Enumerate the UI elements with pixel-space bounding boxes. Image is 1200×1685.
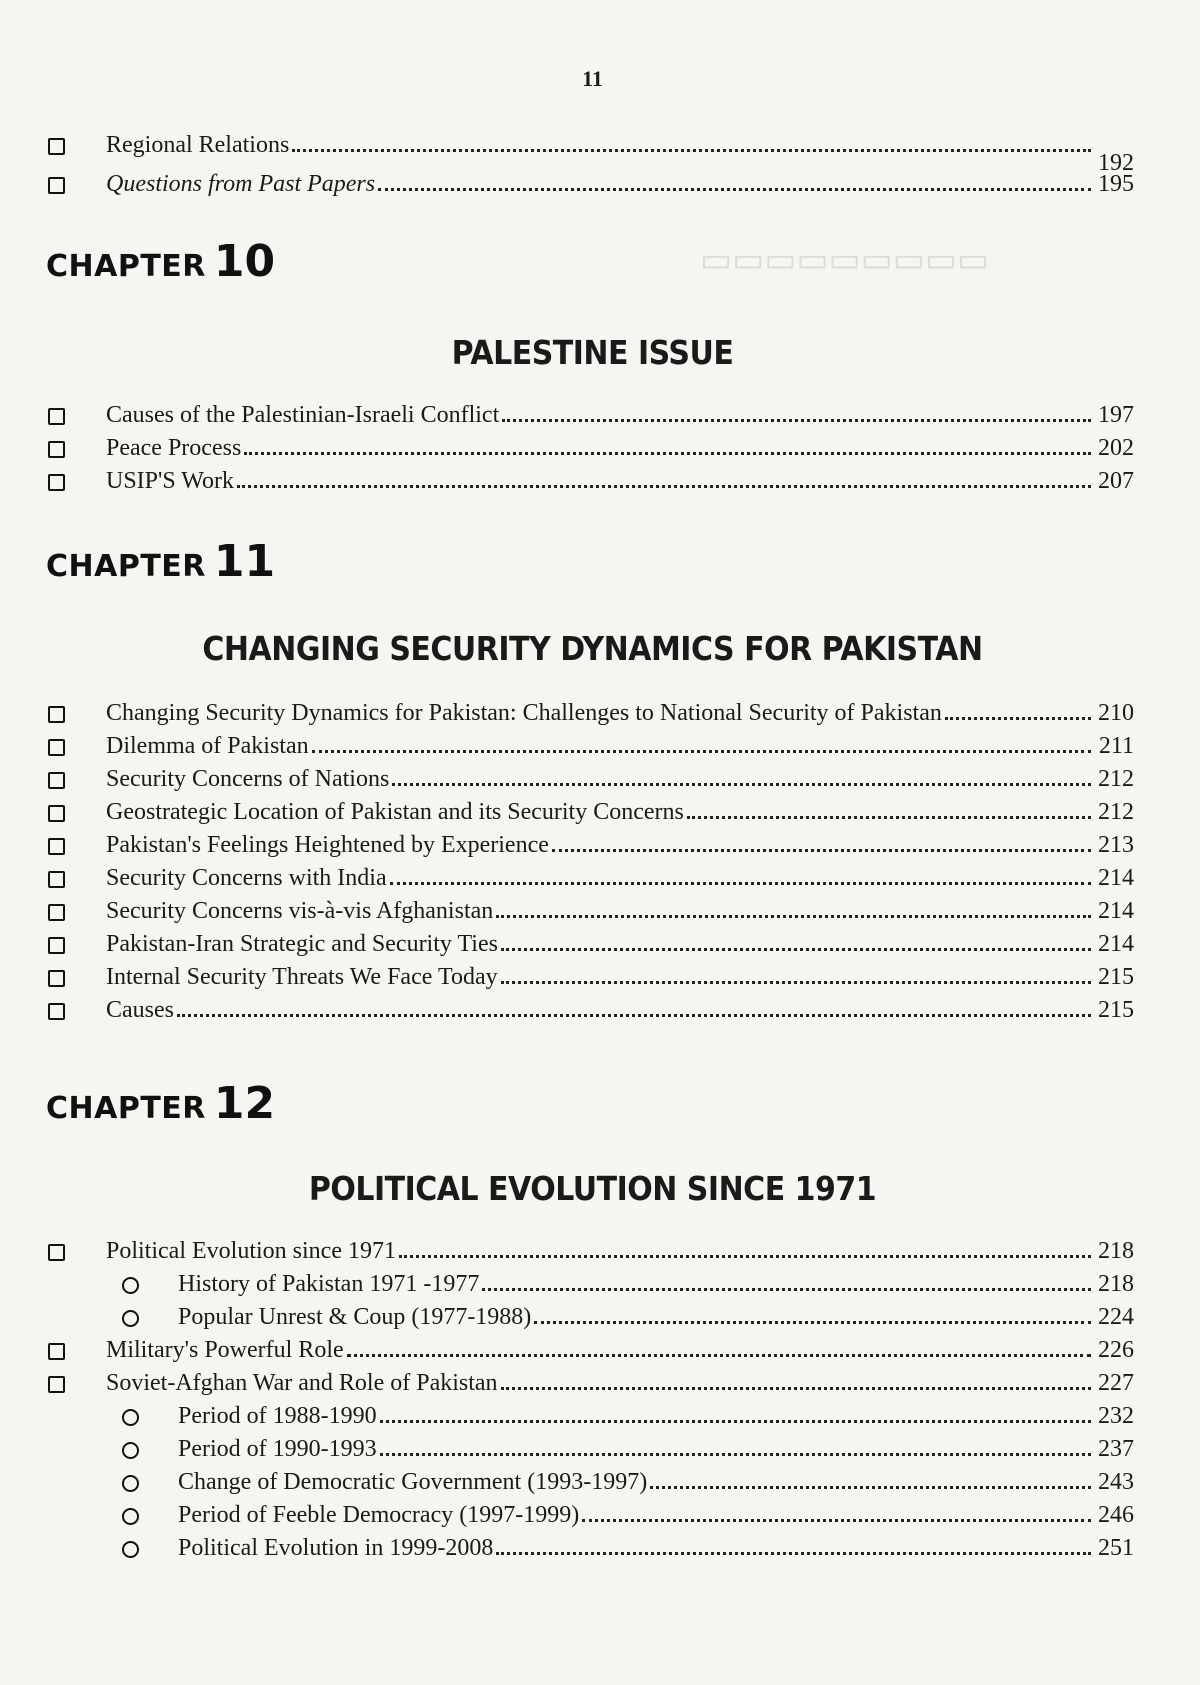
checkbox-icon — [48, 871, 65, 888]
checkbox-icon — [48, 706, 65, 723]
toc-entry[interactable] — [44, 396, 1134, 429]
dot-leader — [244, 452, 1091, 455]
entry-label: Changing Security Dynamics for Pakistan: Challenges to National Security of Pakistan — [106, 700, 942, 726]
toc-entry[interactable] — [44, 1232, 1134, 1265]
page-number: 11 — [582, 66, 603, 91]
entry-page: 212 — [1098, 766, 1134, 792]
checkbox-icon — [48, 739, 65, 756]
checkbox-icon — [48, 805, 65, 822]
chapter-entries — [44, 694, 1134, 1024]
entry-page: 218 — [1098, 1271, 1134, 1297]
dot-leader — [501, 981, 1091, 984]
chapter-title: PALESTINE ISSUE — [451, 334, 734, 373]
entry-page: 251 — [1098, 1535, 1134, 1561]
entry-page: 212 — [1098, 799, 1134, 825]
checkbox-icon — [48, 1376, 65, 1393]
checkbox-icon — [48, 138, 65, 155]
entry-label: Pakistan-Iran Strategic and Security Ties — [106, 931, 498, 957]
chapter-heading — [46, 1078, 275, 1129]
entry-label: Internal Security Threats We Face Today — [106, 964, 498, 990]
toc-entry[interactable] — [44, 1463, 1134, 1496]
dot-leader — [347, 1354, 1091, 1357]
checkbox-icon — [48, 441, 65, 458]
entry-label: Change of Democratic Government (1993-1997) — [178, 1469, 648, 1495]
toc-entry[interactable] — [44, 826, 1134, 859]
entry-page: 227 — [1098, 1370, 1134, 1396]
entry-page: 210 — [1098, 700, 1134, 726]
dot-leader — [496, 915, 1091, 918]
toc-entry[interactable] — [44, 760, 1134, 793]
entry-label: Dilemma of Pakistan — [106, 733, 309, 759]
toc-entry[interactable] — [44, 793, 1134, 826]
toc-entry[interactable] — [44, 694, 1134, 727]
chapter-number: 11 — [213, 536, 276, 587]
chapter-word: CHAPTER — [46, 549, 206, 584]
entry-page: 207 — [1098, 468, 1134, 494]
dot-leader — [380, 1453, 1091, 1456]
dot-leader — [501, 1387, 1091, 1390]
intro-entries — [44, 126, 1134, 198]
entry-page: 202 — [1098, 435, 1134, 461]
circle-bullet-icon — [122, 1475, 139, 1492]
toc-entry[interactable] — [44, 462, 1134, 495]
toc-entry[interactable] — [44, 1298, 1134, 1331]
dot-leader — [501, 948, 1091, 951]
entry-label: USIP'S Work — [106, 468, 234, 494]
dot-leader — [482, 1288, 1091, 1291]
dot-leader — [582, 1519, 1091, 1522]
entry-label: History of Pakistan 1971 -1977 — [178, 1271, 480, 1297]
checkbox-icon — [48, 408, 65, 425]
toc-entry[interactable] — [44, 165, 1134, 198]
toc-entry[interactable] — [44, 1496, 1134, 1529]
toc-entry[interactable] — [44, 958, 1134, 991]
entry-label: Peace Process — [106, 435, 242, 461]
checkbox-icon — [48, 772, 65, 789]
circle-bullet-icon — [122, 1508, 139, 1525]
chapter-title: POLITICAL EVOLUTION SINCE 1971 — [308, 1170, 877, 1209]
entry-page: 214 — [1098, 898, 1134, 924]
toc-entry[interactable] — [44, 1397, 1134, 1430]
entry-page: 197 — [1098, 402, 1134, 428]
dot-leader — [502, 419, 1091, 422]
toc-entry[interactable] — [44, 892, 1134, 925]
entry-label: Causes of the Palestinian-Israeli Conflict — [106, 402, 500, 428]
dot-leader — [177, 1014, 1091, 1017]
checkbox-icon — [48, 937, 65, 954]
chapter-number: 12 — [213, 1078, 276, 1129]
toc-entry[interactable] — [44, 727, 1134, 760]
entry-label: Popular Unrest & Coup (1977-1988) — [178, 1304, 532, 1330]
dot-leader — [378, 188, 1091, 191]
entry-label: Questions from Past Papers — [106, 171, 376, 197]
chapter-word: CHAPTER — [46, 249, 206, 284]
chapter-word: CHAPTER — [46, 1091, 206, 1126]
toc-entry[interactable] — [44, 1265, 1134, 1298]
entry-label: Period of Feeble Democracy (1997-1999) — [178, 1502, 580, 1528]
chapter-entries — [44, 396, 1134, 495]
dot-leader — [534, 1321, 1091, 1324]
checkbox-icon — [48, 970, 65, 987]
entry-page: 237 — [1098, 1436, 1134, 1462]
entry-page: 214 — [1098, 931, 1134, 957]
dot-leader — [496, 1552, 1091, 1555]
dot-leader — [380, 1420, 1091, 1423]
toc-entry[interactable] — [44, 1331, 1134, 1364]
entry-label: Regional Relations — [106, 132, 290, 158]
chapter-number: 10 — [213, 236, 276, 287]
chapter-heading — [46, 236, 275, 287]
circle-bullet-icon — [122, 1277, 139, 1294]
dot-leader — [650, 1486, 1091, 1489]
entry-label: Political Evolution since 1971 — [106, 1238, 396, 1264]
toc-entry[interactable] — [44, 925, 1134, 958]
entry-page: 243 — [1098, 1469, 1134, 1495]
entry-label: Pakistan's Feelings Heightened by Experience — [106, 832, 549, 858]
entry-label: Military's Powerful Role — [106, 1337, 344, 1363]
checkbox-icon — [48, 904, 65, 921]
entry-label: Period of 1988-1990 — [178, 1403, 377, 1429]
toc-entry[interactable] — [44, 126, 1134, 176]
dot-leader — [687, 816, 1091, 819]
circle-bullet-icon — [122, 1310, 139, 1327]
entry-page: 218 — [1098, 1238, 1134, 1264]
dot-leader — [292, 149, 1091, 152]
bleed-through-decoration: ▭▭▭▭▭▭▭▭▭ — [700, 241, 990, 279]
entry-label: Geostrategic Location of Pakistan and its Security Concerns — [106, 799, 684, 825]
entry-page: 195 — [1098, 171, 1134, 197]
entry-label: Soviet-Afghan War and Role of Pakistan — [106, 1370, 498, 1396]
dot-leader — [945, 717, 1091, 720]
entry-page: 246 — [1098, 1502, 1134, 1528]
toc-entry[interactable] — [44, 859, 1134, 892]
entry-label: Security Concerns of Nations — [106, 766, 390, 792]
chapter-entries — [44, 1232, 1134, 1562]
dot-leader — [312, 750, 1091, 753]
entry-page: 226 — [1098, 1337, 1134, 1363]
checkbox-icon — [48, 1343, 65, 1360]
chapter-title: CHANGING SECURITY DYNAMICS FOR PAKISTAN — [202, 630, 983, 669]
entry-page: 215 — [1098, 964, 1134, 990]
entry-page: 192 — [1098, 150, 1134, 176]
entry-label: Period of 1990-1993 — [178, 1436, 377, 1462]
toc-entry[interactable] — [44, 429, 1134, 462]
entry-page: 232 — [1098, 1403, 1134, 1429]
chapter-heading — [46, 536, 275, 587]
checkbox-icon — [48, 474, 65, 491]
toc-entry[interactable] — [44, 991, 1134, 1024]
toc-entry[interactable] — [44, 1364, 1134, 1397]
dot-leader — [392, 783, 1091, 786]
dot-leader — [552, 849, 1091, 852]
entry-page: 215 — [1098, 997, 1134, 1023]
checkbox-icon — [48, 177, 65, 194]
circle-bullet-icon — [122, 1541, 139, 1558]
toc-entry[interactable] — [44, 1529, 1134, 1562]
circle-bullet-icon — [122, 1442, 139, 1459]
entry-page: 224 — [1098, 1304, 1134, 1330]
entry-page: 211 — [1098, 733, 1134, 759]
circle-bullet-icon — [122, 1409, 139, 1426]
checkbox-icon — [48, 1244, 65, 1261]
entry-label: Political Evolution in 1999-2008 — [178, 1535, 494, 1561]
dot-leader — [390, 882, 1091, 885]
dot-leader — [399, 1255, 1091, 1258]
checkbox-icon — [48, 838, 65, 855]
entry-label: Security Concerns with India — [106, 865, 387, 891]
entry-page: 213 — [1098, 832, 1134, 858]
toc-entry[interactable] — [44, 1430, 1134, 1463]
entry-label: Security Concerns vis-à-vis Afghanistan — [106, 898, 494, 924]
entry-label: Causes — [106, 997, 174, 1023]
entry-page: 214 — [1098, 865, 1134, 891]
dot-leader — [237, 485, 1091, 488]
checkbox-icon — [48, 1003, 65, 1020]
